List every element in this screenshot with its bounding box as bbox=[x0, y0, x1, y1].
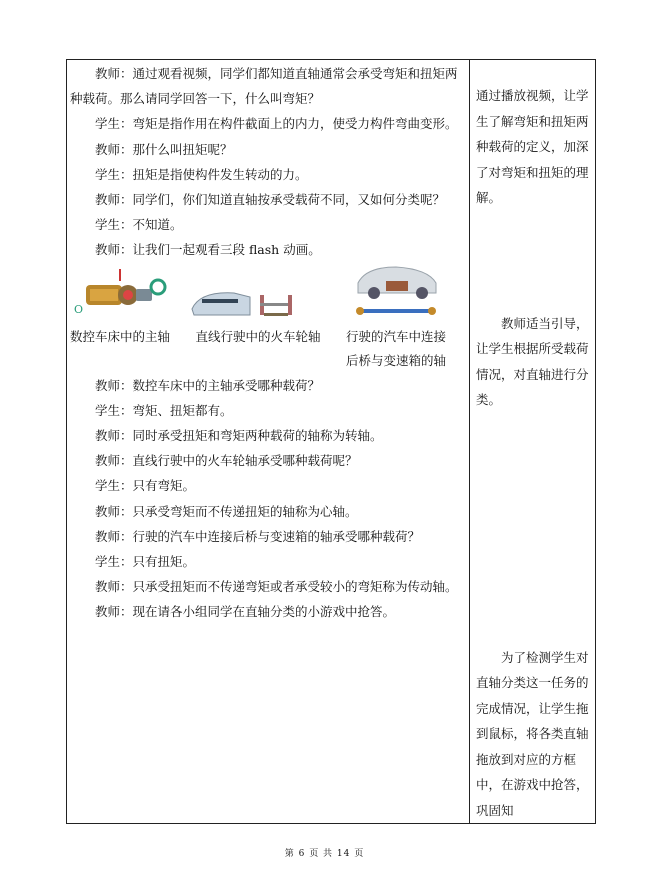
caption-line: 行驶的汽车中连接 bbox=[346, 328, 447, 344]
car-shaft-image bbox=[346, 263, 446, 325]
note-video: 通过播放视频，让学生了解弯矩和扭矩两种载荷的定义，加深了对弯矩和扭矩的理解。 bbox=[476, 88, 589, 205]
paragraph: 学生：弯矩、扭矩都有。 bbox=[95, 402, 233, 418]
spindle-image bbox=[72, 263, 172, 325]
note-guidance: 教师适当引导，让学生根据所受载荷情况，对直轴进行分类。 bbox=[476, 315, 589, 407]
paragraph: 学生：弯矩是指作用在构件截面上的内力，使受力构件弯曲变形。 bbox=[95, 116, 458, 132]
column-divider bbox=[469, 59, 470, 824]
note-game: 为了检测学生对直轴分类这一任务的完成情况，让学生拖到鼠标，将各类直轴拖放到对应的方框中，在游戏中抢答，巩固知 bbox=[476, 649, 589, 818]
svg-text:O: O bbox=[74, 302, 84, 316]
paragraph: 教师：通过观看视频，同学们都知道直轴通常会承受弯矩和扭矩两种载荷。那么请同学回答一下，什么叫弯矩？ bbox=[70, 66, 458, 107]
caption-train-axle: 直线行驶中的火车轮轴 bbox=[195, 328, 321, 344]
image-captions bbox=[70, 325, 456, 373]
paragraph: 教师：只承受扭矩而不传递弯矩或者承受较小的弯矩称为传动轴。 bbox=[95, 579, 458, 595]
paragraph: 教师：同时承受扭矩和弯矩两种载荷的轴称为转轴。 bbox=[95, 428, 383, 444]
paragraph: 学生：扭矩是指使构件发生转动的力。 bbox=[95, 166, 308, 182]
main-column bbox=[70, 59, 466, 625]
caption-spindle: 数控车床中的主轴 bbox=[70, 328, 171, 344]
caption-line: 后桥与变速箱的轴 bbox=[346, 352, 447, 368]
caption-car-shaft bbox=[346, 325, 456, 373]
images-row bbox=[70, 263, 466, 325]
paragraph: 教师：同学们，你们知道直轴按承受载荷不同，又如何分类呢？ bbox=[95, 192, 446, 208]
paragraph: 学生：不知道。 bbox=[95, 217, 183, 233]
paragraph: 学生：只有弯矩。 bbox=[95, 478, 196, 494]
paragraph: 教师：让我们一起观看三段 flash 动画。 bbox=[95, 242, 321, 258]
paragraph: 教师：现在请各小组同学在直轴分类的小游戏中抢答。 bbox=[95, 604, 396, 620]
paragraph: 教师：行驶的汽车中连接后桥与变速箱的轴承受哪种载荷？ bbox=[95, 528, 421, 544]
paragraph: 教师：数控车床中的主轴承受哪种载荷？ bbox=[95, 377, 321, 393]
paragraph: 教师：只承受弯矩而不传递扭矩的轴称为心轴。 bbox=[95, 503, 358, 519]
paragraph: 教师：直线行驶中的火车轮轴承受哪种载荷呢？ bbox=[95, 453, 358, 469]
page-footer: 第 6 页 共 14 页 bbox=[284, 849, 365, 859]
paragraph: 教师：那什么叫扭矩呢？ bbox=[95, 141, 233, 157]
notes-column bbox=[476, 59, 590, 823]
train-image bbox=[190, 285, 300, 319]
paragraph: 学生：只有扭矩。 bbox=[95, 554, 196, 570]
